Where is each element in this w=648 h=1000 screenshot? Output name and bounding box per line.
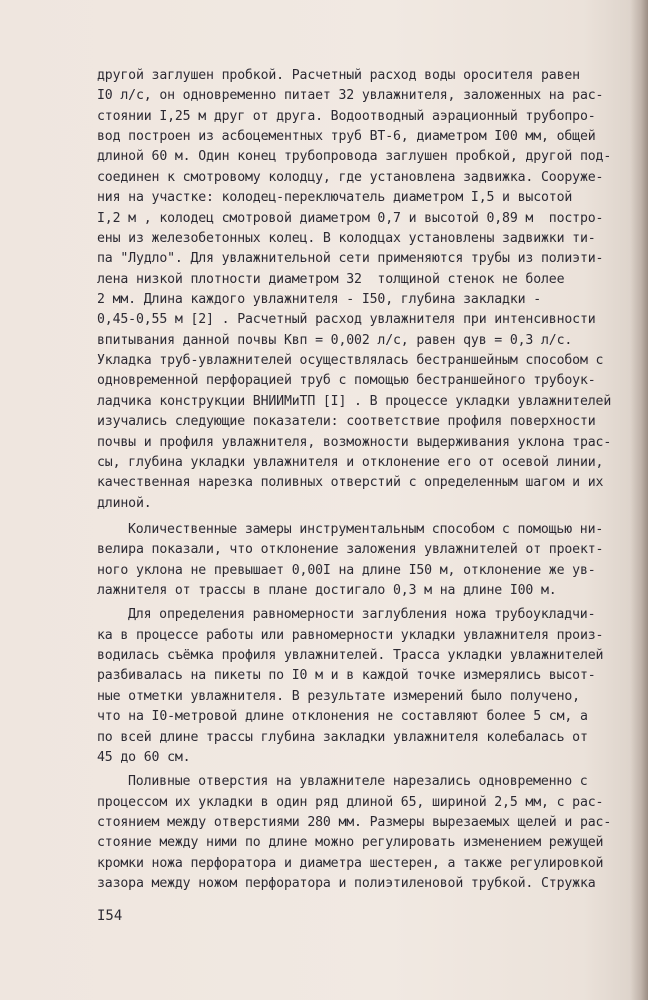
text-line: стоянием между отверстиями 280 мм. Размеры вырезаемых щелей и рас-	[97, 814, 612, 830]
text-line: зазора между ножом перфоратора и полиэтиленовой трубкой. Стружка	[97, 876, 596, 891]
text-line: другой заглушен пробкой. Расчетный расход воды оросителя равен	[97, 68, 580, 83]
text-line: разбивалась на пикеты по I0 м и в каждой точке измерялись высот-	[97, 668, 596, 684]
text-line: Количественные замеры инструментальным способом с помощью ни-	[128, 521, 604, 537]
text-line: 2 мм. Длина каждого увлажнителя - I50, глубина закладки -	[97, 291, 542, 307]
text-line: лена низкой плотности диаметром 32 толщиной стенок не более	[97, 271, 565, 287]
text-line: Укладка труб-увлажнителей осуществлялась бестраншейным способом с	[97, 353, 604, 368]
text-line: изучались следующие показатели: соответствие профиля поверхности	[97, 414, 596, 430]
text-line: водилась съёмка профиля увлажнителей. Трасса укладки увлажнителей	[97, 648, 604, 664]
text-line: длиной 60 м. Один конец трубопровода заглушен пробкой, другой под-	[97, 149, 612, 165]
text-line: стояние между ними по длине можно регулировать изменением режущей	[97, 835, 604, 851]
text-line: вод построен из асбоцементных труб ВТ-6, диаметром I00 мм, общей	[97, 129, 596, 145]
text-line: Поливные отверстия на увлажнителе нарезались одновременно с	[128, 774, 588, 790]
text-line: почвы и профиля увлажнителя, возможности выдерживания уклона трас-	[97, 434, 612, 450]
text-line: стоянии I,25 м друг от друга. Водоотводный аэрационный трубопро-	[97, 108, 596, 124]
text-line: ные отметки увлажнителя. В результате измерений было получено,	[97, 688, 580, 704]
text-line: одновременной перфорацией труб с помощью бестраншейного трубоук-	[97, 373, 596, 389]
text-line: 0,45-0,55 м [2] . Расчетный расход увлажнителя при интенсивности	[97, 312, 596, 328]
text-line: что на I0-метровой длине отклонения не составляют более 5 см, а	[97, 709, 588, 725]
text-line: 45 до 60 см.	[97, 749, 191, 765]
text-line: ены из железобетонных колец. В колодцах установлены задвижки ти-	[97, 230, 596, 246]
text-line: по всей длине трассы глубина закладки увлажнителя колебалась от	[97, 729, 588, 745]
text-line: длиной.	[97, 495, 152, 511]
text-line: лажнителя от трассы в плане достигало 0,3 м на длине I00 м.	[97, 583, 557, 598]
text-line: велира показали, что отклонение заложения увлажнителей от проект-	[97, 542, 604, 558]
text-line: ния на участке: колодец-переключатель диаметром I,5 и высотой	[97, 190, 573, 206]
text-line: процессом их укладки в один ряд длиной 65, шириной 2,5 мм, с рас-	[97, 794, 604, 810]
text-line: кромки ножа перфоратора и диаметра шестерен, а также регулировкой	[97, 855, 604, 871]
text-line: качественная нарезка поливных отверстий с определенным шагом и их	[97, 475, 604, 491]
text-line: ладчика конструкции ВНИИМиТП [I] . В процессе укладки увлажнителей	[97, 393, 612, 409]
text-line: впитывания данной почвы Kвп = 0,002 л/с, равен qув = 0,3 л/с.	[97, 332, 573, 348]
text-line: I,2 м , колодец смотровой диаметром 0,7 и высотой 0,89 м постро-	[97, 210, 604, 226]
text-line: соединен к смотровому колодцу, где установлена задвижка. Сооруже-	[97, 169, 604, 185]
page-number: I54	[97, 908, 123, 924]
text-line: I0 л/с, он одновременно питает 32 увлажнителя, заложенных на рас-	[97, 88, 604, 104]
text-line: Для определения равномерности заглубления ножа трубоукладчи-	[128, 607, 596, 623]
text-line: ка в процессе работы или равномерности укладки увлажнителя произ-	[97, 627, 604, 643]
text-line: па "Лудло". Для увлажнительной сети применяются трубы из полиэти-	[97, 251, 604, 267]
page-edge-shadow	[630, 0, 648, 1000]
text-line: сы, глубина укладки увлажнителя и отклонение его от осевой линии,	[97, 454, 604, 470]
text-line: ного уклона не превышает 0,00I на длине I50 м, отклонение же ув-	[97, 562, 596, 578]
